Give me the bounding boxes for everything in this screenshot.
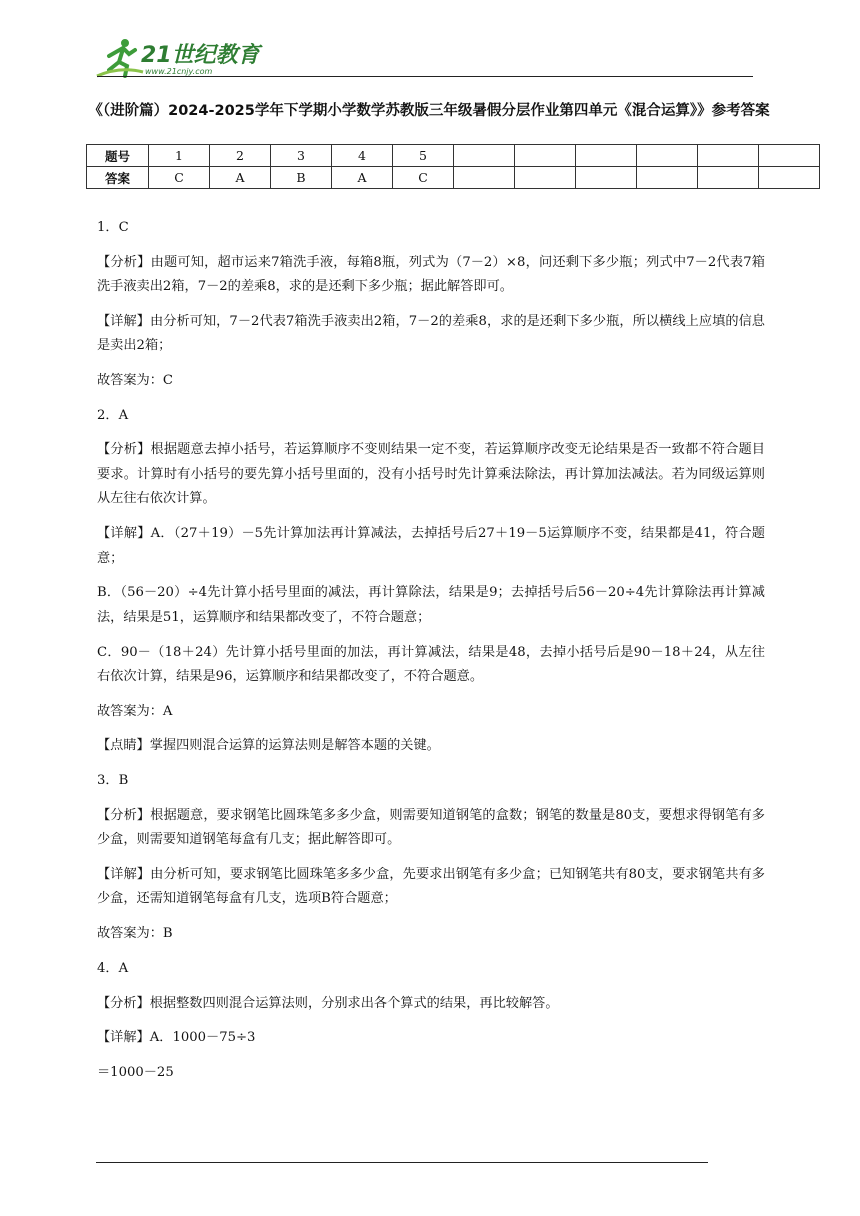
row-label: 题号: [87, 145, 149, 167]
answer-row: [87, 167, 820, 189]
footer-rule: [96, 1162, 708, 1163]
answer-heading: 2．A: [97, 407, 129, 423]
runner-icon: [97, 39, 143, 76]
table-cell: 4: [332, 145, 393, 167]
table-cell: [454, 167, 515, 189]
row-label: 答案: [87, 167, 149, 189]
answer-heading: 3．B: [97, 773, 129, 789]
page-title: 《（进阶篇）2024-2025学年下学期小学数学苏教版三年级暑假分层作业第四单元《混合运算》》参考答案: [88, 103, 770, 119]
analysis-paragraph: 【分析】根据题意，要求钢笔比圆珠笔多多少盒，则需要知道钢笔的盒数；钢笔的数量是80支，要想求得钢笔有多少盒，则需要知道钢笔每盒有几支；据此解答即可。: [97, 807, 765, 848]
answer-heading: 1．C: [97, 220, 129, 235]
table-cell: [637, 145, 698, 167]
answer-explanations: [97, 216, 765, 1096]
table-cell: [698, 145, 759, 167]
header-rule: [97, 76, 753, 77]
answer-conclusion: 故答案为：A: [97, 703, 173, 719]
detail-paragraph: 【详解】A．1000－75÷3: [97, 1030, 256, 1046]
detail-paragraph: 【详解】A．（27＋19）－5先计算加法再计算减法，去掉括号后27＋19－5运算顺序不变，结果都是41，符合题意；: [97, 526, 765, 566]
detail-paragraph: 【详解】由分析可知，7－2代表7箱洗手液卖出2箱，7－2的差乘8，求的是还剩下多少瓶，所以横线上应填的信息是卖出2箱；: [97, 313, 765, 354]
table-cell: [759, 145, 820, 167]
detail-paragraph: 【详解】由分析可知，要求钢笔比圆珠笔多多少盒，先要求出钢笔有多少盒；已知钢笔共有80支，要求钢笔共有多少盒，还需知道钢笔每盒有几支，选项B符合题意；: [97, 866, 765, 907]
table-cell: 5: [393, 145, 454, 167]
table-cell: [515, 167, 576, 189]
table-cell: 3: [271, 145, 332, 167]
svg-text:www.21cnjy.com: www.21cnjy.com: [145, 67, 213, 76]
analysis-paragraph: 【分析】根据整数四则混合运算法则，分别求出各个算式的结果，再比较解答。: [97, 995, 559, 1011]
answer-table: [86, 144, 820, 189]
table-cell: [759, 167, 820, 189]
table-cell: B: [271, 167, 332, 189]
table-cell: A: [332, 167, 393, 189]
answer-conclusion: 故答案为：C: [97, 373, 174, 389]
table-cell: A: [210, 167, 271, 189]
table-cell: [454, 145, 515, 167]
detail-paragraph: B．（56－20）÷4先计算小括号里面的减法，再计算除法，结果是9；去掉括号后56－20÷4先计算除法再计算减法，结果是51，运算顺序和结果都改变了，不符合题意；: [97, 585, 765, 625]
table-cell: [637, 167, 698, 189]
analysis-paragraph: 【分析】根据题意去掉小括号，若运算顺序不变则结果一定不变，若运算顺序改变无论结果是否一致都不符合题目要求。计算时有小括号的要先算小括号里面的，没有小括号时先计算乘法除法，再计算加法减法。若为同级运算则从左往右依次计算。: [97, 442, 765, 507]
svg-text:21世纪教育: 21世纪教育: [141, 43, 260, 68]
table-cell: C: [393, 167, 454, 189]
table-cell: C: [149, 167, 210, 189]
table-cell: [576, 167, 637, 189]
21cnjy-logo: [95, 36, 265, 80]
calculation-line: ＝1000－25: [97, 1064, 174, 1080]
table-cell: [576, 145, 637, 167]
answer-heading: 4．A: [97, 960, 129, 976]
key-point-paragraph: 【点睛】掌握四则混合运算的运算法则是解答本题的关键。: [97, 738, 440, 754]
table-cell: 2: [210, 145, 271, 167]
table-cell: [698, 167, 759, 189]
table-cell: [515, 145, 576, 167]
answer-conclusion: 故答案为：B: [97, 926, 173, 942]
analysis-paragraph: 【分析】由题可知，超市运来7箱洗手液，每箱8瓶，列式为（7－2）×8，问还剩下多少瓶；列式中7－2代表7箱洗手液卖出2箱，7－2的差乘8，求的是还剩下多少瓶；据此解答即可。: [97, 254, 765, 295]
table-cell: 1: [149, 145, 210, 167]
question-number-row: [87, 145, 820, 167]
detail-paragraph: C．90－（18＋24）先计算小括号里面的加法，再计算减法，结果是48，去掉小括号后是90－18＋24，从左往右依次计算，结果是96，运算顺序和结果都改变了，不符合题意。: [97, 644, 765, 684]
